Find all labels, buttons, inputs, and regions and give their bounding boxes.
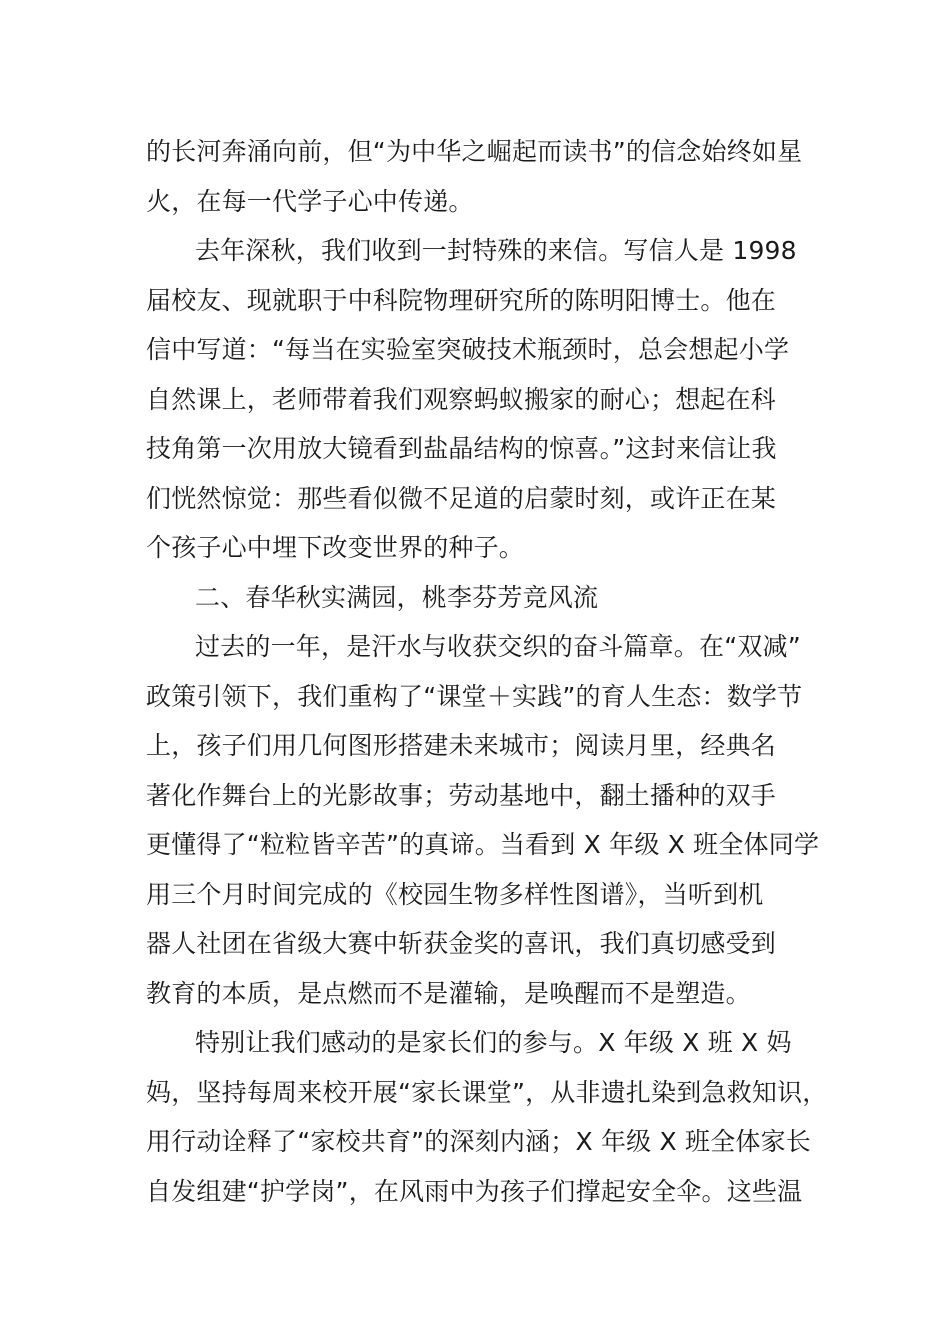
text-line: 届校友、现就职于中科院物理研究所的陈明阳博士。他在 bbox=[146, 285, 777, 315]
text-line: 信中写道：“每当在实验室突破技术瓶颈时，总会想起小学 bbox=[146, 335, 790, 364]
text-line: 们恍然惊觉：那些看似微不足道的启蒙时刻，或许正在某 bbox=[146, 483, 777, 513]
section-heading: 二、春华秋实满园，桃李芬芳竞风流 bbox=[195, 582, 599, 612]
text-line: 技角第一次用放大镜看到盐晶结构的惊喜。”这封来信让我 bbox=[146, 434, 777, 463]
text-line: 教育的本质，是点燃而不是灌输，是唤醒而不是塑造。 bbox=[146, 978, 751, 1008]
text-line: 更懂得了“粒粒皆辛苦”的真谛。当看到 X 年级 X 班全体同学 bbox=[146, 830, 820, 859]
text-line: 器人社团在省级大赛中斩获金奖的喜讯，我们真切感受到 bbox=[146, 929, 777, 958]
text-line: 个孩子心中埋下改变世界的种子。 bbox=[146, 533, 525, 562]
text-line: 用行动诠释了“家校共育”的深刻内涵；X 年级 X 班全体家长 bbox=[146, 1127, 811, 1156]
text-line: 政策引领下，我们重构了“课堂＋实践”的育人生态：数学节 bbox=[146, 681, 803, 711]
text-line: 用三个月时间完成的《校园生物多样性图谱》，当听到机 bbox=[146, 879, 764, 909]
text-line: 自然课上，老师带着我们观察蚂蚁搬家的耐心；想起在科 bbox=[146, 384, 777, 414]
text-line: 去年深秋，我们收到一封特殊的来信。写信人是 1998 bbox=[195, 236, 797, 265]
text-line: 著化作舞台上的光影故事；劳动基地中，翻土播种的双手 bbox=[146, 780, 777, 810]
text-line: 自发组建“护学岗”，在风雨中为孩子们撑起安全伞。这些温 bbox=[146, 1176, 803, 1206]
text-line: 上，孩子们用几何图形搭建未来城市；阅读月里，经典名 bbox=[146, 731, 777, 760]
body-text bbox=[146, 127, 836, 1216]
text-line: 特别让我们感动的是家长们的参与。X 年级 X 班 X 妈 bbox=[195, 1028, 792, 1057]
text-line: 的长河奔涌向前，但“为中华之崛起而读书”的信念始终如星 bbox=[146, 137, 803, 166]
text-line: 过去的一年，是汗水与收获交织的奋斗篇章。在“双减” bbox=[195, 632, 801, 661]
text-line: 妈，坚持每周来校开展“家长课堂”，从非遗扎染到急救知识， bbox=[146, 1077, 828, 1107]
text-line: 火，在每一代学子心中传递。 bbox=[146, 186, 474, 216]
